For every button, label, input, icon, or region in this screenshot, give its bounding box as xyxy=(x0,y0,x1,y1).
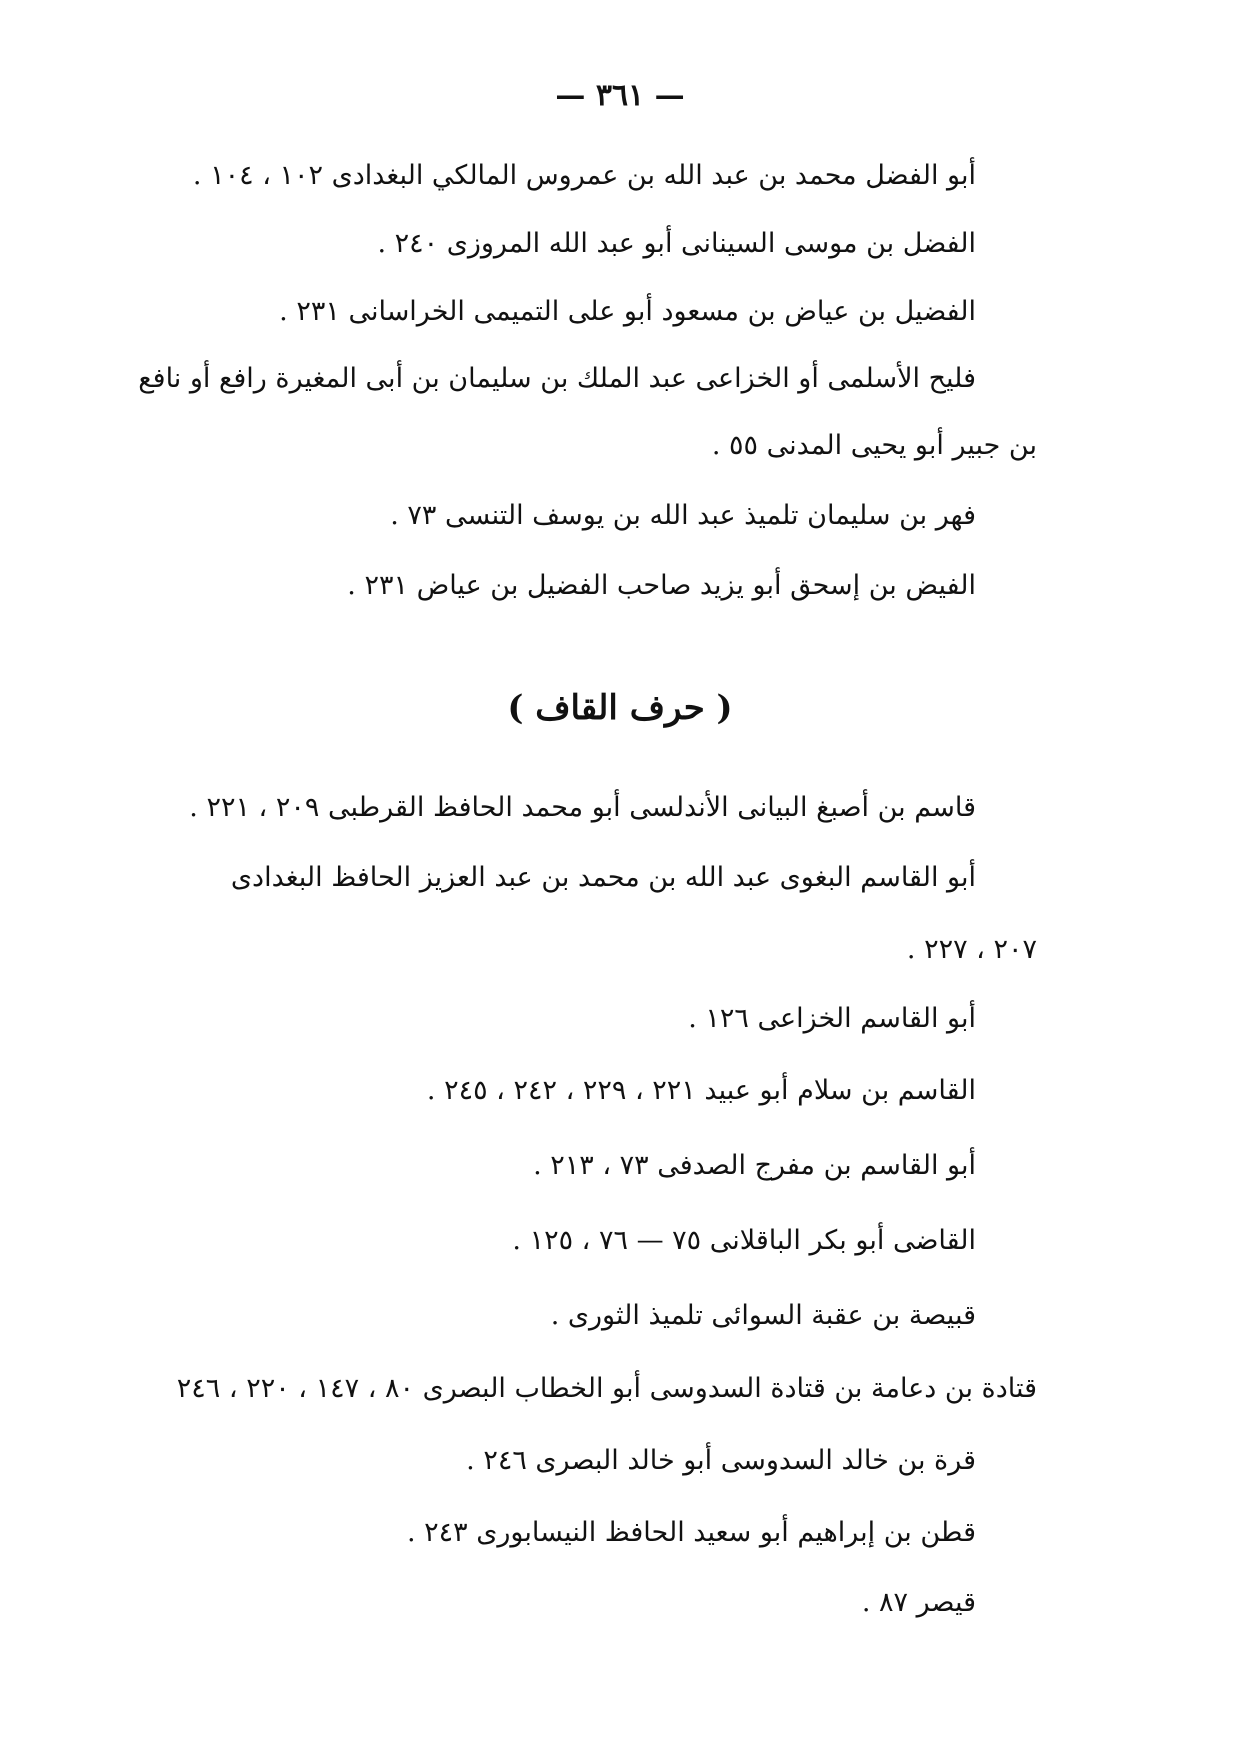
index-entry-continuation: ٢٠٧ ، ٢٢٧ . xyxy=(906,934,1037,965)
index-entry: قاسم بن أصبغ البيانى الأندلسى أبو محمد الحافظ القرطبى ٢٠٩ ، ٢٢١ . xyxy=(189,792,976,823)
index-entry: قيصر ٨٧ . xyxy=(861,1587,976,1618)
index-entry: الفضيل بن عياض بن مسعود أبو على التميمى الخراسانى ٢٣١ . xyxy=(279,296,976,327)
index-entry: أبو الفضل محمد بن عبد الله بن عمروس المالكي البغدادى ١٠٢ ، ١٠٤ . xyxy=(192,160,976,191)
index-entry: أبو القاسم بن مفرج الصدفى ٧٣ ، ٢١٣ . xyxy=(533,1150,976,1181)
index-entry: الفيض بن إسحق أبو يزيد صاحب الفضيل بن عياض ٢٣١ . xyxy=(347,570,976,601)
index-entry: قطن بن إبراهيم أبو سعيد الحافظ النيسابورى ٢٤٣ . xyxy=(406,1517,976,1548)
index-entry: القاسم بن سلام أبو عبيد ٢٢١ ، ٢٢٩ ، ٢٤٢ ، ٢٤٥ . xyxy=(426,1075,976,1106)
index-entry: فليح الأسلمى أو الخزاعى عبد الملك بن سليمان بن أبى المغيرة رافع أو نافع xyxy=(138,363,976,394)
index-entry: فهر بن سليمان تلميذ عبد الله بن يوسف التنسى ٧٣ . xyxy=(390,500,976,531)
index-entry: قرة بن خالد السدوسى أبو خالد البصرى ٢٤٦ . xyxy=(466,1445,976,1476)
index-entry: أبو القاسم الخزاعى ١٢٦ . xyxy=(688,1003,976,1034)
index-entry: الفضل بن موسى السينانى أبو عبد الله المروزى ٢٤٠ . xyxy=(377,228,976,259)
index-entry-continuation: بن جبير أبو يحيى المدنى ٥٥ . xyxy=(711,430,1037,461)
index-entry: قتادة بن دعامة بن قتادة السدوسى أبو الخطاب البصرى ٨٠ ، ١٤٧ ، ٢٢٠ ، ٢٤٦ xyxy=(176,1373,1037,1404)
index-entry: قبيصة بن عقبة السوائى تلميذ الثورى . xyxy=(550,1300,976,1331)
section-heading: ( حرف القاف ) xyxy=(507,688,733,728)
index-entry: القاضى أبو بكر الباقلانى ٧٥ — ٧٦ ، ١٢٥ . xyxy=(512,1225,976,1256)
page-number: — ٣٦١ — xyxy=(555,78,685,113)
index-entry: أبو القاسم البغوى عبد الله بن محمد بن عبد العزيز الحافظ البغدادى xyxy=(230,862,976,893)
